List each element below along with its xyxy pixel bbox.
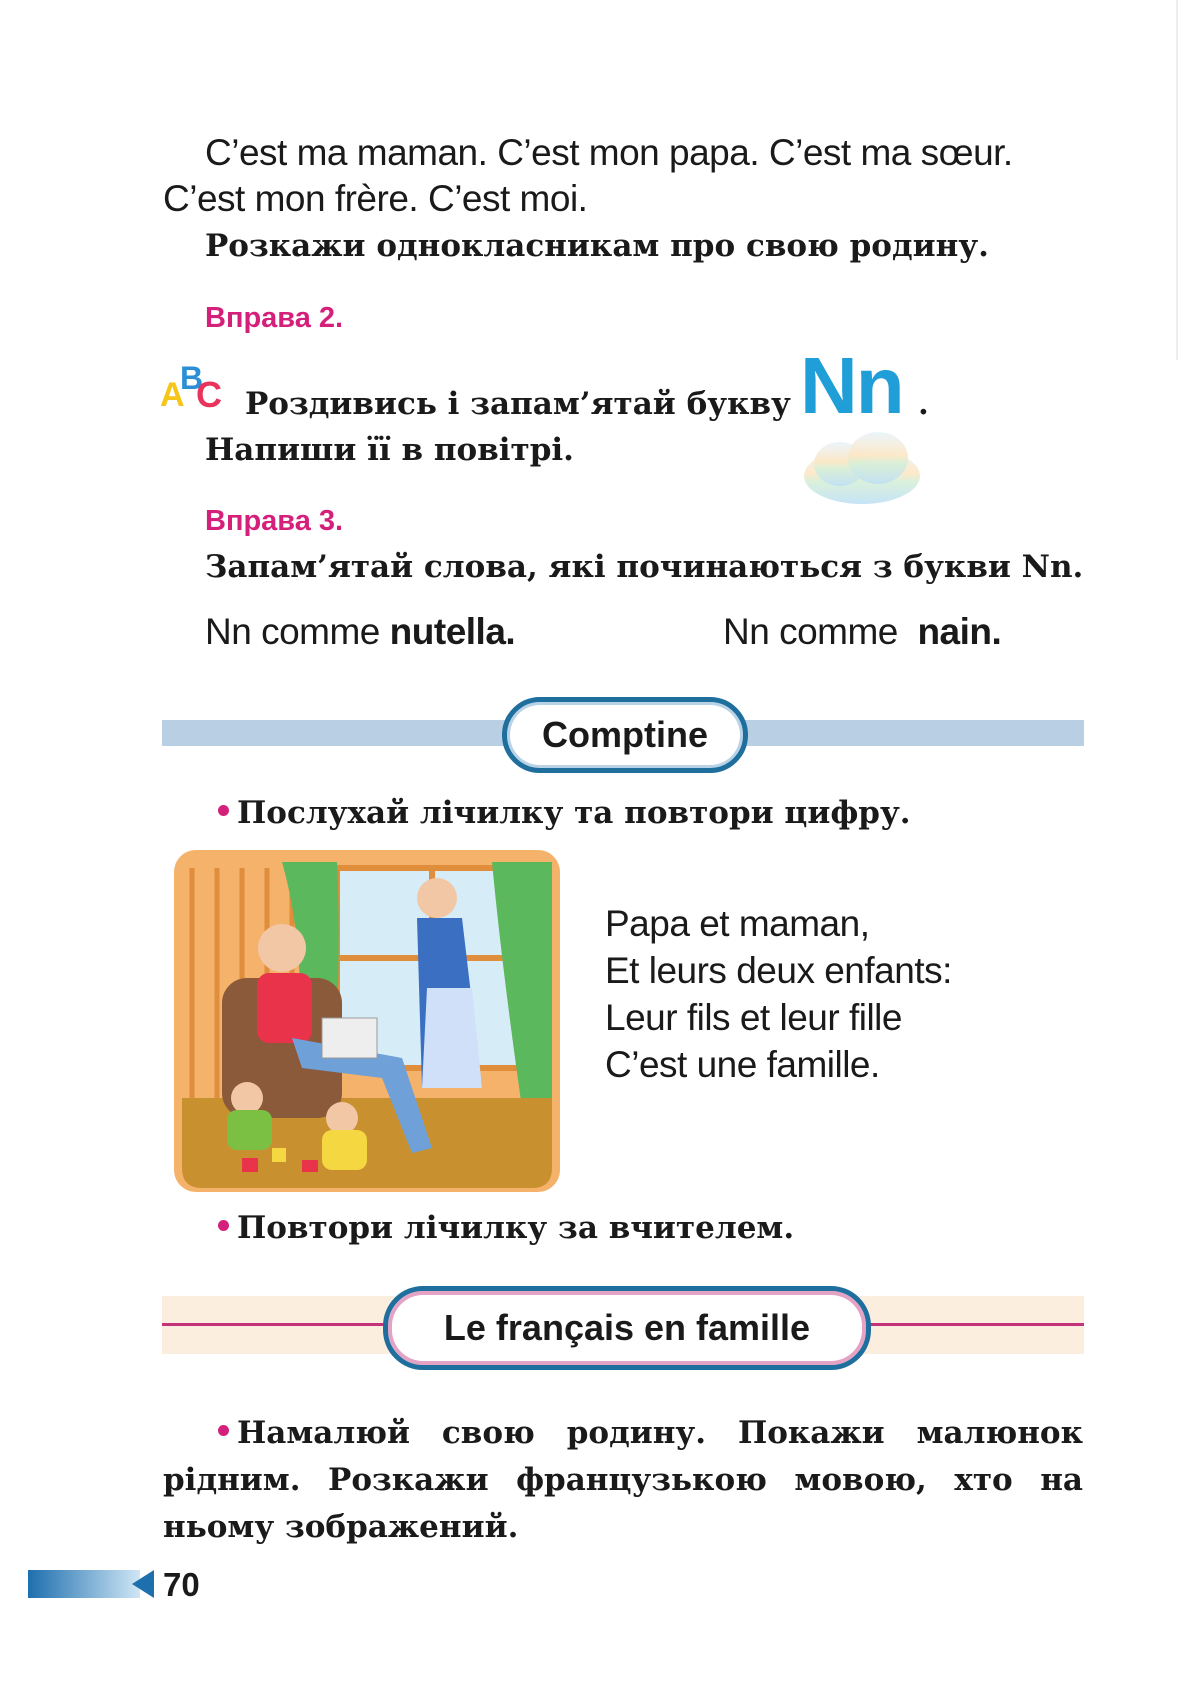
famille-title: Le français en famille: [383, 1286, 871, 1370]
triangle-left-icon: [130, 1568, 156, 1600]
bullet-icon: [218, 1425, 229, 1436]
exercise-2-line-1: Роздивись і запам’ятай букву: [245, 386, 791, 422]
exercise-2-period: .: [918, 386, 929, 422]
page-edge: [1176, 0, 1178, 360]
intro-line-2: C’est mon frère. C’est moi.: [163, 178, 588, 219]
bullet-icon: [218, 805, 229, 816]
family-illustration: [172, 848, 562, 1194]
bullet-icon: [218, 1220, 229, 1231]
exercise-3-line: Запам’ятай слова, які починаються з букви Nn.: [205, 549, 1084, 585]
famille-text: Намалюй свою родину. Покажи малюнок рідним. Розкажи французькою мовою, хто на ньому зображений.: [163, 1415, 1083, 1545]
big-letter-nn: Nn: [800, 341, 903, 430]
exercise-2-line-2: Напиши її в повітрі.: [205, 432, 574, 468]
poem-line: Papa et maman,: [605, 903, 870, 944]
cloud-icon: [800, 428, 925, 510]
abc-icon: A B C: [160, 360, 222, 415]
intro-line-1: C’est ma maman. C’est mon papa. C’est ma sœur.: [205, 132, 1013, 173]
word-nutella: Nn comme nutella.: [205, 611, 516, 652]
comptine-after: Повтори лічилку за вчителем.: [218, 1210, 794, 1246]
word-nain: Nn comme nain.: [723, 611, 1002, 652]
exercise-3-heading: Вправа 3.: [205, 505, 344, 537]
page-number: 70: [163, 1566, 200, 1603]
poem-line: C’est une famille.: [605, 1044, 880, 1085]
poem-line: Leur fils et leur fille: [605, 997, 902, 1038]
poem-line: Et leurs deux enfants:: [605, 950, 952, 991]
comptine-instruction: Послухай лічилку та повтори цифру.: [218, 795, 911, 831]
comptine-title: Comptine: [502, 697, 748, 773]
intro-task: Розкажи однокласникам про свою родину.: [205, 228, 989, 264]
comptine-poem: [605, 900, 952, 1088]
exercise-2-heading: Вправа 2.: [205, 302, 344, 334]
page-number-bar: [28, 1570, 140, 1598]
